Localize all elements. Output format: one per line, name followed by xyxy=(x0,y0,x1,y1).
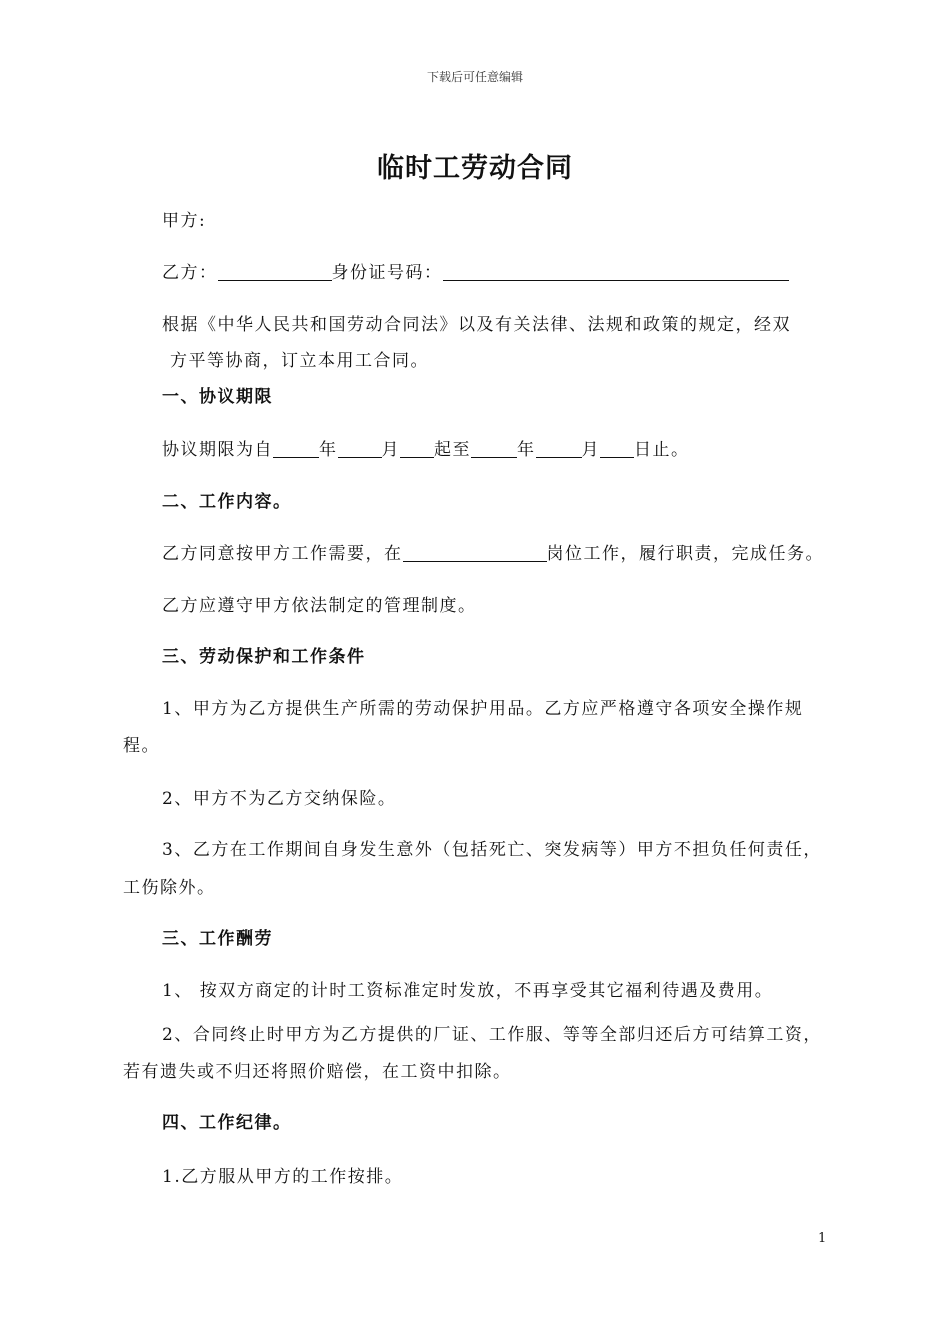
intro-line-2: 方平等协商，订立本用工合同。 xyxy=(170,351,429,371)
work-content-pre: 乙方同意按甲方工作需要，在 xyxy=(162,544,403,564)
term-year: 年 xyxy=(319,440,338,460)
discipline-item-1: 1.乙方服从甲方的工作按排。 xyxy=(162,1167,404,1187)
term-line xyxy=(162,435,690,460)
page-number: 1 xyxy=(818,1231,827,1246)
protection-item-1-line-2: 程。 xyxy=(123,736,160,756)
protection-item-2: 2、甲方不为乙方交纳保险。 xyxy=(162,789,397,809)
term-day-end: 日止。 xyxy=(634,440,690,460)
remuneration-item-1: 1、 按双方商定的计时工资标准定时发放，不再享受其它福利待遇及费用。 xyxy=(162,981,774,1001)
position-blank xyxy=(403,543,547,562)
remuneration-item-2-line-1: 2、合同终止时甲方为乙方提供的厂证、工作服、等等全部归还后方可结算工资， xyxy=(162,1025,822,1045)
term-to: 起至 xyxy=(434,440,471,460)
start-month-blank xyxy=(338,439,382,458)
work-content-line-2: 乙方应遵守甲方依法制定的管理制度。 xyxy=(162,596,477,616)
term-year-2: 年 xyxy=(517,440,536,460)
section-heading-labor-protection: 三、劳动保护和工作条件 xyxy=(162,647,366,667)
protection-item-3-line-2: 工伤除外。 xyxy=(123,878,216,898)
start-year-blank xyxy=(273,439,319,458)
section-heading-work-content: 二、工作内容。 xyxy=(162,492,292,512)
party-b-line xyxy=(162,258,789,283)
work-content-post: 岗位工作，履行职责，完成任务。 xyxy=(546,544,824,564)
page-header: 下载后可任意编辑 xyxy=(426,70,523,84)
id-number-label: 身份证号码： xyxy=(331,263,443,283)
contract-title: 临时工劳动合同 xyxy=(377,153,573,184)
work-content-line-1 xyxy=(162,539,824,564)
party-b-name-blank xyxy=(218,262,332,281)
end-month-blank xyxy=(536,439,582,458)
start-day-blank xyxy=(400,439,434,458)
term-month-2: 月 xyxy=(581,440,600,460)
remuneration-item-2-line-2: 若有遗失或不归还将照价赔偿，在工资中扣除。 xyxy=(123,1062,512,1082)
protection-item-3-line-1: 3、乙方在工作期间自身发生意外（包括死亡、突发病等）甲方不担负任何责任， xyxy=(162,840,822,860)
id-number-blank xyxy=(443,262,789,281)
term-prefix: 协议期限为自 xyxy=(162,440,273,460)
section-heading-remuneration: 三、工作酬劳 xyxy=(162,929,273,949)
party-a-label: 甲方: xyxy=(162,211,207,231)
end-day-blank xyxy=(600,439,634,458)
term-month: 月 xyxy=(381,440,400,460)
end-year-blank xyxy=(471,439,517,458)
section-heading-term: 一、协议期限 xyxy=(162,387,273,407)
section-heading-discipline: 四、工作纪律。 xyxy=(162,1113,292,1133)
party-b-label: 乙方： xyxy=(162,263,218,283)
protection-item-1-line-1: 1、甲方为乙方提供生产所需的劳动保护用品。乙方应严格遵守各项安全操作规 xyxy=(162,699,804,719)
intro-line-1: 根据《中华人民共和国劳动合同法》以及有关法律、法规和政策的规定，经双 xyxy=(162,315,791,335)
